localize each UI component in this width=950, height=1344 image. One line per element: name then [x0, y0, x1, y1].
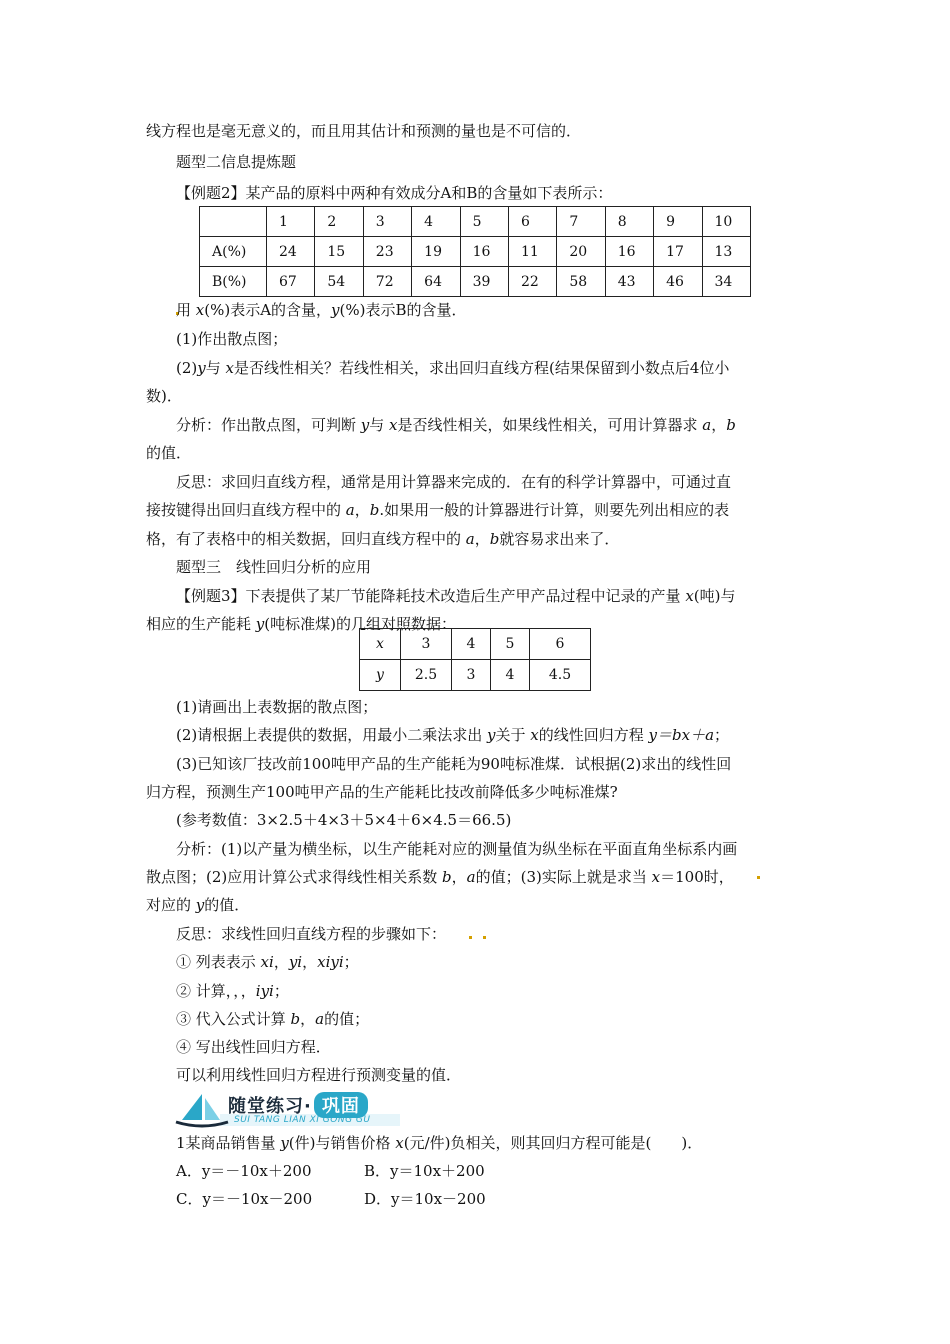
table-cell: 43 [605, 267, 653, 297]
example-3-question-1: (1)请画出上表数据的散点图； [176, 698, 378, 716]
reflection-2: 反思：求回归直线方程，通常是用计算器来完成的．在有的科学计算器中，可通过直 [176, 473, 732, 491]
table-cell: 34 [702, 267, 750, 297]
table-ab-content [199, 206, 751, 297]
table-cell: 3 [401, 629, 452, 660]
table-cell: 10 [702, 207, 750, 237]
reflection-3: 反思：求线性回归直线方程的步骤如下： [176, 925, 447, 943]
section-heading-3: 题型三 线性回归分析的应用 [176, 558, 372, 576]
table-row [200, 267, 751, 297]
table-row [360, 660, 591, 691]
table-cell: 15 [315, 237, 363, 267]
table-cell [200, 207, 267, 237]
table-row [200, 207, 751, 237]
paragraph-line: 格，有了表格中的相关数据，回归直线方程中的 a，b就容易求出来了． [146, 530, 620, 548]
table-cell: y [360, 660, 401, 691]
table-cell: 19 [412, 237, 460, 267]
table-cell: 24 [267, 237, 315, 267]
option-d[interactable]: D．y＝10x－200 [364, 1190, 486, 1208]
option-c[interactable]: C．y＝－10x－200 [176, 1190, 313, 1208]
step-1: ① 列表表示 xi，yi，xiyi； [176, 953, 359, 971]
table-cell: 1 [267, 207, 315, 237]
table-cell: 4 [452, 629, 491, 660]
reference-values: (参考数值：3×2.5＋4×3＋5×4＋6×4.5＝66.5) [176, 811, 512, 829]
table-cell: 46 [654, 267, 702, 297]
paragraph-line: 归方程，预测生产100吨甲产品的生产能耗比技改前降低多少吨标准煤? [146, 783, 618, 801]
example-2-question-1: (1)作出散点图； [176, 330, 288, 348]
table-cell: 5 [491, 629, 530, 660]
banner-title-pill: 巩固 [314, 1092, 368, 1118]
step-3: ③ 代入公式计算 b，a的值； [176, 1010, 370, 1028]
exercise-question-1: 1某商品销售量 y(件)与销售价格 x(元/件)负相关，则其回归方程可能是( )． [176, 1134, 703, 1152]
example-2-title: 【例题2】某产品的原料中两种有效成分A和B的含量如下表所示： [176, 184, 613, 202]
table-cell: 7 [557, 207, 605, 237]
conclusion: 可以利用线性回归方程进行预测变量的值． [176, 1066, 462, 1084]
sailboat-logo-icon [172, 1090, 232, 1130]
table-cell: 8 [605, 207, 653, 237]
example-2-question-2: (2)y与 x是否线性相关？若线性相关，求出回归直线方程(结果保留到小数点后4位小 [176, 359, 730, 377]
example-3-question-2: (2)请根据上表提供的数据，用最小二乘法求出 y关于 x的线性回归方程 y＝bx＋a； [176, 726, 730, 744]
step-4: ④ 写出线性回归方程． [176, 1038, 331, 1056]
table-cell: 11 [508, 237, 556, 267]
table-cell: 4 [491, 660, 530, 691]
practice-banner [172, 1090, 404, 1130]
marker-dot [757, 876, 760, 879]
table-cell: B(%) [200, 267, 267, 297]
analysis-2: 分析：作出散点图，可判断 y与 x是否线性相关，如果线性相关，可用计算器求 a，b [176, 416, 736, 434]
table-cell: 39 [460, 267, 508, 297]
table-xy-data [359, 628, 591, 691]
paragraph-line: 对应的 y的值． [146, 896, 250, 914]
paragraph-line: 相应的生产能耗 y(吨标准煤)的几组对照数据： [146, 615, 456, 633]
section-heading-2: 题型二信息提炼题 [176, 153, 297, 171]
banner-subtitle: SUI TANG LIAN XI GONG GU [234, 1115, 371, 1125]
table-cell: 6 [530, 629, 591, 660]
table-cell: 2 [315, 207, 363, 237]
table-cell: A(%) [200, 237, 267, 267]
table-row [360, 629, 591, 660]
table-cell: 2.5 [401, 660, 452, 691]
paragraph-line: 线方程也是毫无意义的，而且用其估计和预测的量也是不可信的． [146, 122, 582, 140]
table-cell: 4 [412, 207, 460, 237]
banner-title: 随堂练习· 巩固 [228, 1092, 368, 1118]
example-2-note: 用 x(%)表示A的含量，y(%)表示B的含量． [176, 301, 467, 319]
table-cell: 58 [557, 267, 605, 297]
table-cell: 67 [267, 267, 315, 297]
table-cell: 13 [702, 237, 750, 267]
paragraph-line: 接按键得出回归直线方程中的 a，b.如果用一般的计算器进行计算，则要先列出相应的表 [146, 501, 730, 519]
marker-dot [469, 936, 472, 939]
table-cell: 16 [460, 237, 508, 267]
table-cell: 72 [363, 267, 411, 297]
table-cell: x [360, 629, 401, 660]
table-cell: 20 [557, 237, 605, 267]
option-b[interactable]: B．y＝10x＋200 [364, 1162, 485, 1180]
table-cell: 17 [654, 237, 702, 267]
paragraph-line: 数)． [146, 387, 182, 405]
table-cell: 16 [605, 237, 653, 267]
analysis-3: 分析：(1)以产量为横坐标，以生产能耗对应的测量值为纵坐标在平面直角坐标系内画 [176, 840, 738, 858]
table-cell: 23 [363, 237, 411, 267]
table-cell: 54 [315, 267, 363, 297]
table-cell: 9 [654, 207, 702, 237]
table-cell: 22 [508, 267, 556, 297]
step-2: ② 计算，，，iyi； [176, 982, 289, 1000]
example-3-question-3: (3)已知该厂技改前100吨甲产品的生产能耗为90吨标准煤．试根据(2)求出的线性回 [176, 755, 732, 773]
marker-dot [483, 936, 486, 939]
table-cell: 3 [452, 660, 491, 691]
table-cell: 4.5 [530, 660, 591, 691]
table-cell: 64 [412, 267, 460, 297]
table-row [200, 237, 751, 267]
paragraph-line: 散点图；(2)应用计算公式求得线性相关系数 b，a的值；(3)实际上就是求当 x＝100时， [146, 868, 734, 886]
example-3-title: 【例题3】下表提供了某厂节能降耗技术改造后生产甲产品过程中记录的产量 x(吨)与 [176, 587, 736, 605]
option-a[interactable]: A．y＝－10x＋200 [176, 1162, 312, 1180]
table-cell: 3 [363, 207, 411, 237]
table-cell: 5 [460, 207, 508, 237]
table-cell: 6 [508, 207, 556, 237]
paragraph-line: 的值． [146, 444, 192, 462]
